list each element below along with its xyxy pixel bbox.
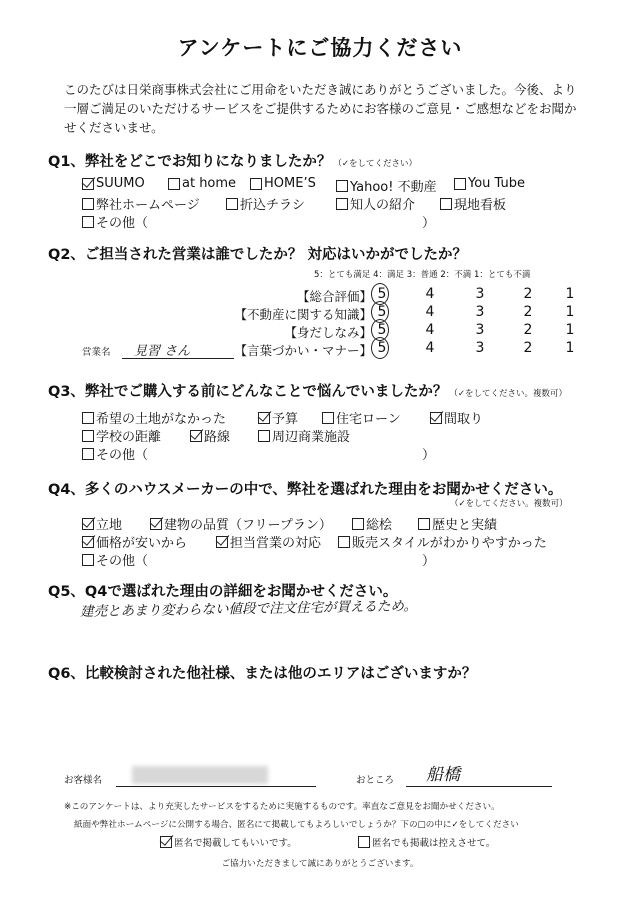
customer-name-underline — [116, 786, 316, 787]
selected-circle-icon — [371, 337, 389, 359]
rating-score-5[interactable]: 5 — [372, 322, 392, 338]
sales-name-value: 見習 さん — [134, 344, 191, 359]
q3-option-budget[interactable]: 予算 — [258, 408, 298, 427]
q1-heading — [48, 150, 417, 171]
q1-option-yahoo[interactable]: Yahoo! 不動産 — [336, 176, 437, 195]
checkbox-checked-icon[interactable] — [82, 178, 94, 190]
checkbox-checked-icon[interactable] — [150, 518, 162, 530]
checkbox-icon[interactable] — [440, 198, 452, 210]
q4-other-close: ） — [422, 554, 436, 569]
q1-option-referral[interactable]: 知人の紹介 — [336, 194, 415, 213]
q1-other-close: ） — [422, 216, 436, 231]
q5-label: Q5、Q4で選ばれた理由の詳細をお聞かせください。 — [48, 584, 398, 600]
checkbox-icon[interactable] — [336, 198, 348, 210]
checkbox-icon[interactable] — [250, 178, 262, 190]
rating-score-2[interactable]: 2 — [523, 340, 533, 356]
rating-score-3[interactable]: 3 — [475, 304, 485, 320]
q3-heading — [48, 380, 567, 401]
checkbox-checked-icon[interactable] — [82, 518, 94, 530]
q1-option-other[interactable]: その他（ — [82, 212, 148, 231]
checkbox-checked-icon[interactable] — [430, 412, 442, 424]
checkbox-icon[interactable] — [336, 180, 348, 192]
customer-name-label: お客様名 — [64, 775, 103, 786]
q4-option-history[interactable]: 歴史と実績 — [418, 514, 497, 533]
q3-option-loan[interactable]: 住宅ローン — [322, 408, 401, 427]
customer-address-value: 船橋 — [426, 765, 460, 785]
checkbox-icon[interactable] — [226, 198, 238, 210]
rating-label: 【総合評価】 — [296, 289, 372, 304]
q3-option-layout[interactable]: 間取り — [430, 408, 483, 427]
q1-option-flyer[interactable]: 折込チラシ — [226, 194, 305, 213]
consent-option-decline[interactable]: 匿名でも掲載は控えさせて。 — [358, 835, 495, 849]
q3-other-close: ） — [422, 448, 436, 463]
q6-answer[interactable] — [80, 690, 580, 750]
q5-answer[interactable]: 建売とあまり変わらない値段で注文住宅が買えるため。 — [79, 598, 418, 620]
q3-option-school[interactable]: 学校の距離 — [82, 426, 161, 445]
checkbox-icon[interactable] — [82, 198, 94, 210]
checkbox-icon[interactable] — [454, 178, 466, 190]
survey-title: アンケートにご協力ください — [177, 36, 463, 60]
checkbox-icon[interactable] — [82, 448, 94, 460]
rating-label: 【身だしなみ】 — [284, 325, 372, 340]
q3-option-other[interactable]: その他（ — [82, 444, 148, 463]
customer-address-underline — [406, 786, 552, 787]
checkbox-checked-icon[interactable] — [258, 412, 270, 424]
sales-name-label: 営業名 — [82, 347, 111, 358]
q4-option-hinoki[interactable]: 総桧 — [352, 514, 392, 533]
rating-score-4[interactable]: 4 — [425, 340, 435, 356]
intro-text: このたびは日栄商事株式会社にご用命をいただき誠にありがとうございました。今後、より一層ご満足のいただけるサービスをご提供するためにお客様のご意見・ご感想などをお聞かせくださいませ。 — [64, 82, 577, 135]
q3-option-land[interactable]: 希望の土地がなかった — [82, 408, 226, 427]
rating-score-2[interactable]: 2 — [523, 304, 533, 320]
q1-option-signboard[interactable]: 現地看板 — [440, 194, 506, 213]
rating-score-3[interactable]: 3 — [475, 286, 485, 302]
q3-note: （✓をしてください。複数可） — [449, 389, 568, 399]
rating-score-1[interactable]: 1 — [565, 304, 575, 320]
rating-score-5[interactable]: 5 — [372, 304, 392, 320]
checkbox-checked-icon[interactable] — [82, 536, 94, 548]
q1-option-youtube[interactable]: You Tube — [454, 176, 525, 191]
sales-name-underline — [122, 358, 234, 359]
redacted-name-block — [132, 766, 268, 784]
q3-row3 — [82, 444, 436, 464]
rating-score-5[interactable]: 5 — [372, 286, 392, 302]
q4-note: （✓をしてください。複数可） — [450, 499, 568, 509]
rating-score-2[interactable]: 2 — [523, 286, 533, 302]
checkbox-icon[interactable] — [82, 216, 94, 228]
checkbox-icon[interactable] — [358, 836, 370, 848]
q3-label: Q3、弊社でご購入する前にどんなことで悩んでいましたか？ — [48, 384, 448, 400]
rating-score-3[interactable]: 3 — [475, 322, 485, 338]
checkbox-icon[interactable] — [168, 178, 180, 190]
rating-label: 【不動産に関する知識】 — [234, 307, 372, 322]
checkbox-icon[interactable] — [352, 518, 364, 530]
q4-option-sales-support[interactable]: 担当営業の対応 — [216, 532, 321, 551]
rating-score-1[interactable]: 1 — [565, 322, 575, 338]
q4-label: Q4、多くのハウスメーカーの中で、弊社を選ばれた理由をお聞かせください。 — [48, 482, 563, 498]
q4-option-sales-style[interactable]: 販売スタイルがわかりやすかった — [338, 532, 547, 551]
q1-row3 — [82, 212, 436, 232]
q4-option-price[interactable]: 価格が安いから — [82, 532, 187, 551]
checkbox-icon[interactable] — [82, 554, 94, 566]
customer-address-label: おところ — [356, 775, 395, 786]
q4-row3 — [82, 550, 436, 570]
rating-score-5[interactable]: 5 — [372, 340, 392, 356]
checkbox-icon[interactable] — [418, 518, 430, 530]
checkbox-icon[interactable] — [258, 430, 270, 442]
consent-option-anonymous-ok[interactable]: 匿名で掲載してもいいです。 — [160, 835, 297, 849]
q1-option-athome[interactable]: at home — [168, 176, 236, 191]
rating-score-1[interactable]: 1 — [565, 286, 575, 302]
q1-note: （✓をしてください） — [333, 159, 418, 169]
rating-score-4[interactable]: 4 — [425, 304, 435, 320]
checkbox-icon[interactable] — [338, 536, 350, 548]
footer-note-1: ※このアンケートは、より充実したサービスをするために実施するものです。率直なご意見をお聞かせください。 — [64, 802, 500, 812]
q4-option-quality[interactable]: 建物の品質（フリープラン） — [150, 514, 332, 533]
q1-label: Q1、弊社をどこでお知りになりましたか？ — [48, 154, 332, 170]
q3-option-commercial[interactable]: 周辺商業施設 — [258, 426, 350, 445]
rating-score-2[interactable]: 2 — [523, 322, 533, 338]
rating-score-1[interactable]: 1 — [565, 340, 575, 356]
rating-score-4[interactable]: 4 — [425, 322, 435, 338]
q3-option-route[interactable]: 路線 — [190, 426, 230, 445]
rating-score-4[interactable]: 4 — [425, 286, 435, 302]
q2-scale-legend: 5：とても満足 4：満足 3：普通 2：不満 1：とても不満 — [314, 270, 531, 280]
q1-option-suumo[interactable]: SUUMO — [82, 176, 145, 191]
q1-option-homepage[interactable]: 弊社ホームページ — [82, 194, 200, 213]
q6-label: Q6、比較検討された他社様、または他のエリアはございますか？ — [48, 666, 477, 682]
q4-option-other[interactable]: その他（ — [82, 550, 148, 569]
checkbox-icon[interactable] — [82, 412, 94, 424]
checkbox-checked-icon[interactable] — [190, 430, 202, 442]
checkbox-icon[interactable] — [322, 412, 334, 424]
footer-thanks: ご協力いただきまして誠にありがとうございます。 — [221, 859, 419, 869]
q2-label: Q2、ご担当された営業は誰でしたか？ 対応はいかがでしたか？ — [48, 247, 467, 263]
rating-score-3[interactable]: 3 — [475, 340, 485, 356]
q1-option-homes[interactable]: HOME’S — [250, 176, 316, 191]
checkbox-icon[interactable] — [82, 430, 94, 442]
rating-label: 【言葉づかい・マナー】 — [234, 343, 372, 358]
q4-option-location[interactable]: 立地 — [82, 514, 122, 533]
footer-note-2: 紙面や弊社ホームページに公開する場合、匿名にて掲載してもよろしいでしょうか？下の□の中に✓をしてください — [74, 820, 519, 830]
checkbox-checked-icon[interactable] — [216, 536, 228, 548]
checkbox-checked-icon[interactable] — [160, 836, 172, 848]
